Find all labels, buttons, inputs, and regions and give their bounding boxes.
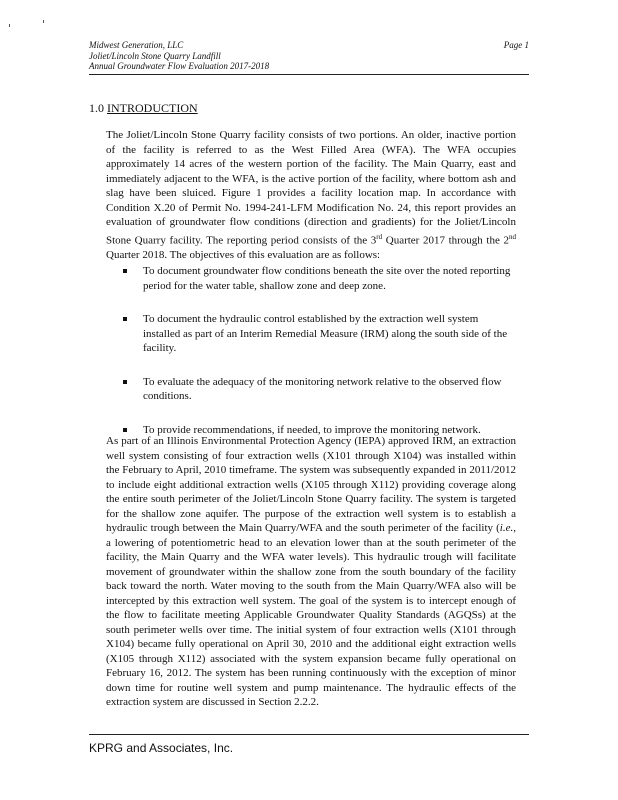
section-number: 1.0 <box>89 101 104 115</box>
list-item <box>123 264 516 293</box>
scan-mark <box>43 20 44 23</box>
list-item <box>123 312 516 356</box>
list-item-text: To document groundwater flow conditions beneath the site over the noted reporting period for the water table, shallow zone and deep zone. <box>143 265 511 292</box>
bullet-icon <box>123 380 127 384</box>
list-item-text: To provide recommendations, if needed, to improve the monitoring network. <box>143 423 481 436</box>
superscript: nd <box>509 232 516 241</box>
irm-text-italic: i.e. <box>499 522 514 534</box>
page-header <box>89 40 529 72</box>
section-heading <box>89 101 198 116</box>
header-company: Midwest Generation, LLC <box>89 40 184 50</box>
section-title: INTRODUCTION <box>107 101 198 115</box>
scan-mark <box>9 24 10 27</box>
intro-text: Quarter 2018. The objectives of this evaluation are as follows: <box>106 248 381 261</box>
page-number: Page 1 <box>503 40 529 50</box>
bullet-icon <box>123 428 127 432</box>
bullet-icon <box>123 317 127 321</box>
irm-text: , a lowering of potentiometric head to an elevation lower than at the south perimeter of the facility, the Main Quarry and the WFA water levels). This hydraulic trough will facilitate movement of groundwater within the shallow zone from the south boundary of the facility back toward the north. Water moving to the south from the Main Quarry/WFA also will be intercepted by this extraction well system. The goal of the system is to intercept enough of the flow to facilitate meeting Applicable Groundwater Quality Standards (AGQSs) at the south perimeter wells over time. The initial system of four extraction wells (X101 through X104) became fully operational on April 30, 2010 and the additional eight extraction wells (X105 through X112) associated with the system expansion became fully operational on February 16, 2012. The system has been running continuously with the exception of minor down time for routine well system and pump maintenance. The hydraulic effects of the extraction system are discussed in Section 2.2.2. <box>106 522 516 708</box>
header-report-title: Annual Groundwater Flow Evaluation 2017-2018 <box>89 61 270 71</box>
list-item-text: To document the hydraulic control established by the extraction well system installed as part of an Interim Remedial Measure (IRM) along the south side of the facility. <box>143 313 508 354</box>
intro-text: The Joliet/Lincoln Stone Quarry facility consists of two portions. An older, inactive portion of the facility is referred to as the West Filled Area (WFA). The WFA occupies approximately 14 acres of the western portion of the facility. The Main Quarry, east and immediately adjacent to the WFA, is the active portion of the facility, where bottom ash and slag have been sluiced. Figure 1 provides a facility location map. In accordance with Condition X.20 of Permit No. 1994-241-LFM Modification No. 24, this report provides an evaluation of groundwater flow conditions (direction and gradients) for the Joliet/Lincoln Stone Quarry facility. The reporting period consists of the 3 <box>106 129 516 247</box>
header-divider <box>89 74 529 75</box>
intro-paragraph <box>106 128 516 262</box>
list-item-text: To evaluate the adequacy of the monitoring network relative to the observed flow conditions. <box>143 375 502 402</box>
footer-company: KPRG and Associates, Inc. <box>89 741 234 755</box>
header-site: Joliet/Lincoln Stone Quarry Landfill <box>89 50 221 61</box>
superscript: rd <box>376 232 383 241</box>
intro-text: Quarter 2017 through the 2 <box>382 234 509 247</box>
irm-paragraph <box>106 434 516 710</box>
footer-divider <box>89 734 529 735</box>
list-item <box>123 375 516 404</box>
objectives-list <box>123 264 516 456</box>
bullet-icon <box>123 269 127 273</box>
irm-text: As part of an Illinois Environmental Protection Agency (IEPA) approved IRM, an extraction well system consisting of four extraction wells (X101 through X104) was installed within the February to April, 2010 timeframe. The system was subsequently expanded in 2011/2012 to include eight additional extraction wells (X105 through X112) providing coverage along the entire south perimeter of the Joliet/Lincoln Stone Quarry facility. The system is targeted for the shallow zone aquifer. The purpose of the extraction well system is to establish a hydraulic trough between the Main Quarry/WFA and the south perimeter of the facility ( <box>106 435 516 534</box>
